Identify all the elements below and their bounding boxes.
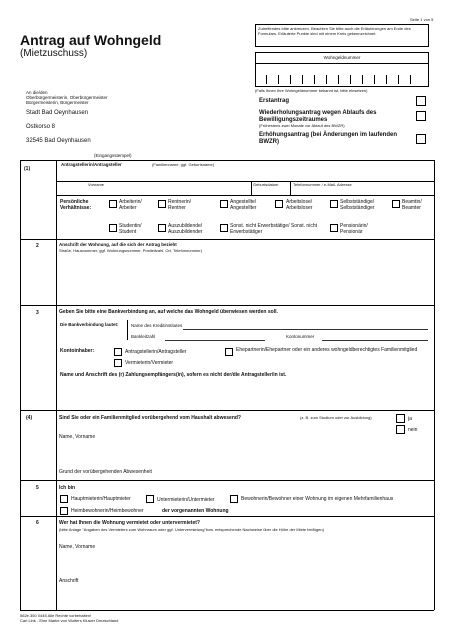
section-2-hint: Straße, Hausnummer, ggf. Wohnungsnummer, Postleitzahl, Ort, Telefonnummer) — [59, 248, 203, 253]
section-5-number: 5 — [36, 485, 39, 491]
rentnerin-label: Rentnerin/ Rentner — [168, 199, 192, 211]
abwesend-nein-label: nein — [408, 427, 418, 433]
name-input[interactable] — [60, 168, 430, 180]
inhaber-antragsteller-checkbox[interactable] — [114, 348, 122, 356]
wiederholungsantrag-checkbox[interactable] — [416, 111, 426, 121]
telefon-label: Telefonnummer / e-Mail- Adresse — [293, 182, 352, 187]
erhoehungsantrag-checkbox[interactable] — [416, 134, 426, 144]
kreditinstitut-input[interactable] — [183, 329, 428, 330]
zahlungsempfaenger-input[interactable] — [60, 380, 430, 408]
vermieter-anschrift-input[interactable] — [59, 586, 429, 604]
address-block — [26, 90, 156, 106]
section-1-title: Antragstellerin/Antragsteller — [61, 162, 122, 167]
section-4-number: (4) — [26, 415, 33, 421]
wiederholungsantrag-note: (Frühestens zwei Monate vor Ablauf des BWZR) — [259, 123, 345, 128]
page-number: Seite 1 von 5 — [410, 17, 434, 22]
inhaber-vermieter-checkbox[interactable] — [114, 359, 122, 367]
geburtsdatum-label: Geburtsdatum — [253, 182, 279, 187]
eigentuemer-bewohner-label: Bewohnerin/Bewohner einer Wohnung im eigenen Mehrfamilienhaus — [241, 496, 394, 502]
page-subtitle: (Mietzuschuss) — [20, 48, 88, 59]
address-line1: Oberbürgermeisterin, Oberbürgermeister — [26, 95, 108, 101]
zahlungsempfaenger-label: Name und Anschrift des (r) Zahlungsempfängers(in), sofern es nicht der/die Antragsteller/in ist. — [60, 372, 287, 378]
geburtsdatum-input[interactable] — [253, 188, 288, 195]
arbeitslose-checkbox[interactable] — [275, 200, 283, 208]
auszubildende-checkbox[interactable] — [158, 224, 166, 232]
angestellte-checkbox[interactable] — [220, 200, 228, 208]
studentin-checkbox[interactable] — [109, 224, 117, 232]
address-street: Ostkorso 8 — [26, 124, 56, 130]
abwesend-name-input[interactable] — [59, 442, 389, 464]
arbeiterin-label: Arbeiterin/ Arbeiter — [119, 199, 142, 211]
inhaber-ehepartner-checkbox[interactable] — [225, 348, 233, 356]
vermieter-name-label: Name, Vorname — [59, 544, 96, 550]
bankverbindung-label: Die Bankverbindung lautet: — [60, 322, 119, 327]
section-2-title: Anschrift der Wohnung, auf die sich der Antrag bezieht — [59, 242, 177, 247]
erstantrag-checkbox[interactable] — [416, 96, 426, 106]
inhaber-vermieter-label: Vermieterin/Vermieter — [125, 360, 174, 366]
section-5-title: Ich bin — [59, 485, 76, 491]
arbeitslose-label: Arbeitslose/ Arbeitsloser — [286, 199, 313, 211]
untermieter-checkbox[interactable] — [146, 495, 154, 503]
heimbewohner-checkbox[interactable] — [60, 507, 68, 515]
page-title: Antrag auf Wohngeld — [20, 32, 162, 48]
bankleitzahl-input[interactable] — [165, 340, 265, 341]
arbeiterin-checkbox[interactable] — [109, 200, 117, 208]
footer — [20, 614, 118, 623]
telefon-input[interactable] — [293, 188, 431, 195]
beamtin-checkbox[interactable] — [392, 200, 400, 208]
abwesend-grund-label: Grund der vorübergehenden Abwesenheit — [59, 469, 152, 475]
eigentuemer-bewohner-checkbox[interactable] — [230, 495, 238, 503]
rentnerin-checkbox[interactable] — [158, 200, 166, 208]
section-3-title: Geben Sie bitte eine Bankverbindung an, auf welche das Wohngeld überwiesen werden soll. — [59, 309, 278, 315]
untermieter-label: Untermieterin/Untermieter — [157, 497, 215, 503]
section-3-number: 3 — [36, 310, 39, 316]
wohnung-address-input[interactable] — [59, 258, 429, 300]
section-1-hint: (Familienname, ggf. Geburtsname) — [152, 162, 215, 167]
vermieter-anschrift-label: Anschrift — [59, 578, 79, 584]
instructions-text: Zutreffendes bitte ankreuzen. Beachten Sie bitte auch die Erläuterungen am Ende des Formulars. Erläuterte Punkte sind mit einem Kreis gekennzeichnet. — [258, 26, 411, 36]
abwesend-grund-input[interactable] — [59, 476, 429, 486]
abwesend-nein-checkbox[interactable] — [396, 425, 405, 434]
abwesend-ja-label: ja — [408, 416, 412, 422]
footer-line2: Carl Link - Eine Marke von Wolters Kluwer Deutschland — [20, 617, 119, 623]
address-city-office: Stadt Bad Oeynhausen — [26, 110, 89, 116]
nicht-erwerbstaetige-checkbox[interactable] — [220, 224, 228, 232]
wiederholungsantrag-label: Wiederholungsantrag wegen Ablaufs des Bewilligungszeitraumes — [259, 110, 377, 124]
wohngeldnummer-label: Wohngeldnummer — [323, 55, 361, 60]
beamtin-label: Beamtin/ Beamter — [402, 199, 422, 211]
eingangsstempel-label: (Eingangsstempel) — [94, 153, 132, 158]
heimbewohner-label: Heimbewohnerin/Heimbewohner — [71, 508, 144, 514]
erstantrag-label: Erstantrag — [259, 98, 290, 104]
abwesend-name-label: Name, Vorname — [59, 434, 96, 440]
inhaber-ehepartner-label: Ehepartnerin/Ehepartner oder ein anderes wohngeldberechtigtes Familienmitglied — [236, 347, 418, 353]
vorgenannte-wohnung-label: der vorgenannten Wohnung — [162, 508, 229, 514]
address-line2: Bürgermeisterin, Bürgermeister — [26, 100, 89, 106]
wohngeldnummer-box — [255, 52, 429, 87]
section-1-number: (1) — [24, 166, 31, 172]
bankleitzahl-label: Bankleitzahl — [131, 334, 156, 339]
kreditinstitut-label: Name des Kreditinstitutes — [131, 323, 183, 328]
studentin-label: Studentin/ Student — [119, 223, 142, 235]
verhaeltnisse-label: Persönliche Verhältnisse: — [60, 199, 92, 211]
footer-line1: 562e.350 0445 Alle Rechte vorbehalten! — [20, 613, 92, 618]
wohngeldnummer-note: (Falls Ihnen Ihre Wohngeldnummer bekannt ist, bitte einsetzen) — [255, 88, 368, 93]
selbststaendige-label: Selbstständige/ Selbstständiger — [340, 199, 375, 211]
pensionaerin-label: Pensionärin/ Pensionär — [340, 223, 368, 235]
section-6-number: 6 — [36, 520, 39, 526]
hauptmieter-checkbox[interactable] — [60, 495, 68, 503]
instructions-box — [255, 24, 429, 47]
inhaber-antragsteller-label: Antragstellerin/Antragsteller — [125, 349, 187, 355]
hauptmieter-label: Hauptmieterin/Hauptmieter — [71, 496, 131, 502]
kontonummer-input[interactable] — [322, 340, 428, 341]
wohngeldnummer-input[interactable] — [256, 69, 428, 84]
vorname-label: Vorname — [88, 182, 105, 187]
pensionaerin-checkbox[interactable] — [330, 224, 338, 232]
kontonummer-label: Kontonummer — [286, 334, 315, 339]
address-prefix: An die/den — [26, 90, 48, 95]
kontoinhaber-label: Kontoinhaber: — [60, 348, 95, 354]
section-4-question: Sind Sie oder ein Familienmitglied vorübergehend vom Haushalt abwesend? — [59, 415, 241, 421]
section-6-hint: (bitte Anlage "Angaben des Vermieters zum Wohnraum oder ggf. Untervermietung"bzw. entsprechende Nachweise über die Höhe der Miete beifügen) — [59, 527, 324, 532]
nicht-erwerbstaetige-label: Sonst. nicht Erwerbstätige/ Sonst. nicht Erwerbstätiger — [230, 223, 317, 235]
abwesend-ja-checkbox[interactable] — [396, 414, 405, 423]
vermieter-name-input[interactable] — [59, 552, 429, 574]
angestellte-label: Angestellte/ Angestellter — [230, 199, 257, 211]
auszubildende-label: Auszubildende/ Auszubildender — [168, 223, 203, 235]
erhoehungsantrag-label: Erhöhungsantrag (bei Änderungen im laufenden BWZR) — [259, 132, 398, 146]
section-4-hint: (z. B. zum Studium oder zur Ausbildung) — [300, 415, 372, 420]
address-zip-city: 32545 Bad Oeynhausen — [26, 138, 91, 144]
vorname-input[interactable] — [60, 188, 248, 195]
section-6-question: Wer hat Ihnen die Wohnung vermietet oder untervermietet? — [59, 520, 200, 526]
section-2-number: 2 — [36, 243, 39, 249]
selbststaendige-checkbox[interactable] — [330, 200, 338, 208]
